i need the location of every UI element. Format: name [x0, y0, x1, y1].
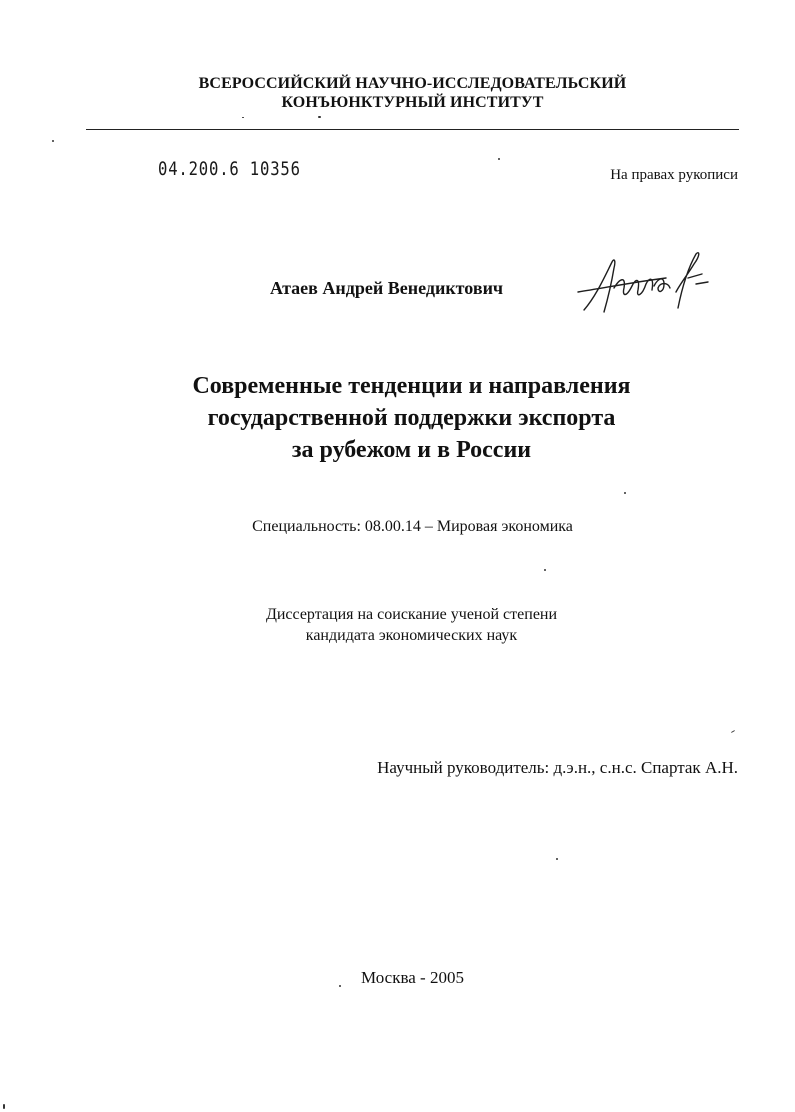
- degree-line-1: Диссертация на соискание ученой степени: [265, 606, 558, 623]
- title-line-3: за рубежом и в России: [291, 437, 532, 463]
- dissertation-title: [0, 370, 795, 466]
- degree-block: [0, 604, 795, 646]
- scan-speck: [52, 140, 54, 142]
- scan-speck: [624, 492, 626, 494]
- scan-speck: [556, 858, 558, 860]
- header-divider: [86, 129, 739, 130]
- scan-speck: [3, 1104, 5, 1109]
- title-line-1: Современные тенденции и направления: [192, 373, 631, 399]
- title-line-2: государственной поддержки экспорта: [207, 405, 616, 431]
- registration-number: 04.200.6 10356: [158, 158, 301, 180]
- city-year: Москва - 2005: [361, 968, 464, 987]
- scan-speck: [544, 569, 546, 571]
- institute-name-line2: КОНЪЮНКТУРНЫЙ ИНСТИТУТ: [281, 94, 544, 111]
- author-signature: [574, 248, 714, 320]
- degree-line-2: кандидата экономических наук: [305, 627, 518, 644]
- specialty: Специальность: 08.00.14 – Мировая экономика: [252, 518, 573, 535]
- scan-speck: [318, 116, 321, 118]
- scientific-advisor: Научный руководитель: д.э.н., с.н.с. Спартак А.Н.: [377, 758, 738, 777]
- scan-speck: [242, 117, 244, 118]
- scan-speck: [498, 158, 500, 160]
- author-name: Атаев Андрей Венедиктович: [270, 278, 504, 298]
- city-year-block: [0, 968, 795, 988]
- scan-speck: [339, 985, 341, 987]
- specialty-block: [0, 518, 795, 536]
- scan-speck: [731, 730, 735, 733]
- rights-note: На правах рукописи: [610, 167, 738, 183]
- institute-name-line1: ВСЕРОССИЙСКИЙ НАУЧНО-ИССЛЕДОВАТЕЛЬСКИЙ: [198, 75, 627, 92]
